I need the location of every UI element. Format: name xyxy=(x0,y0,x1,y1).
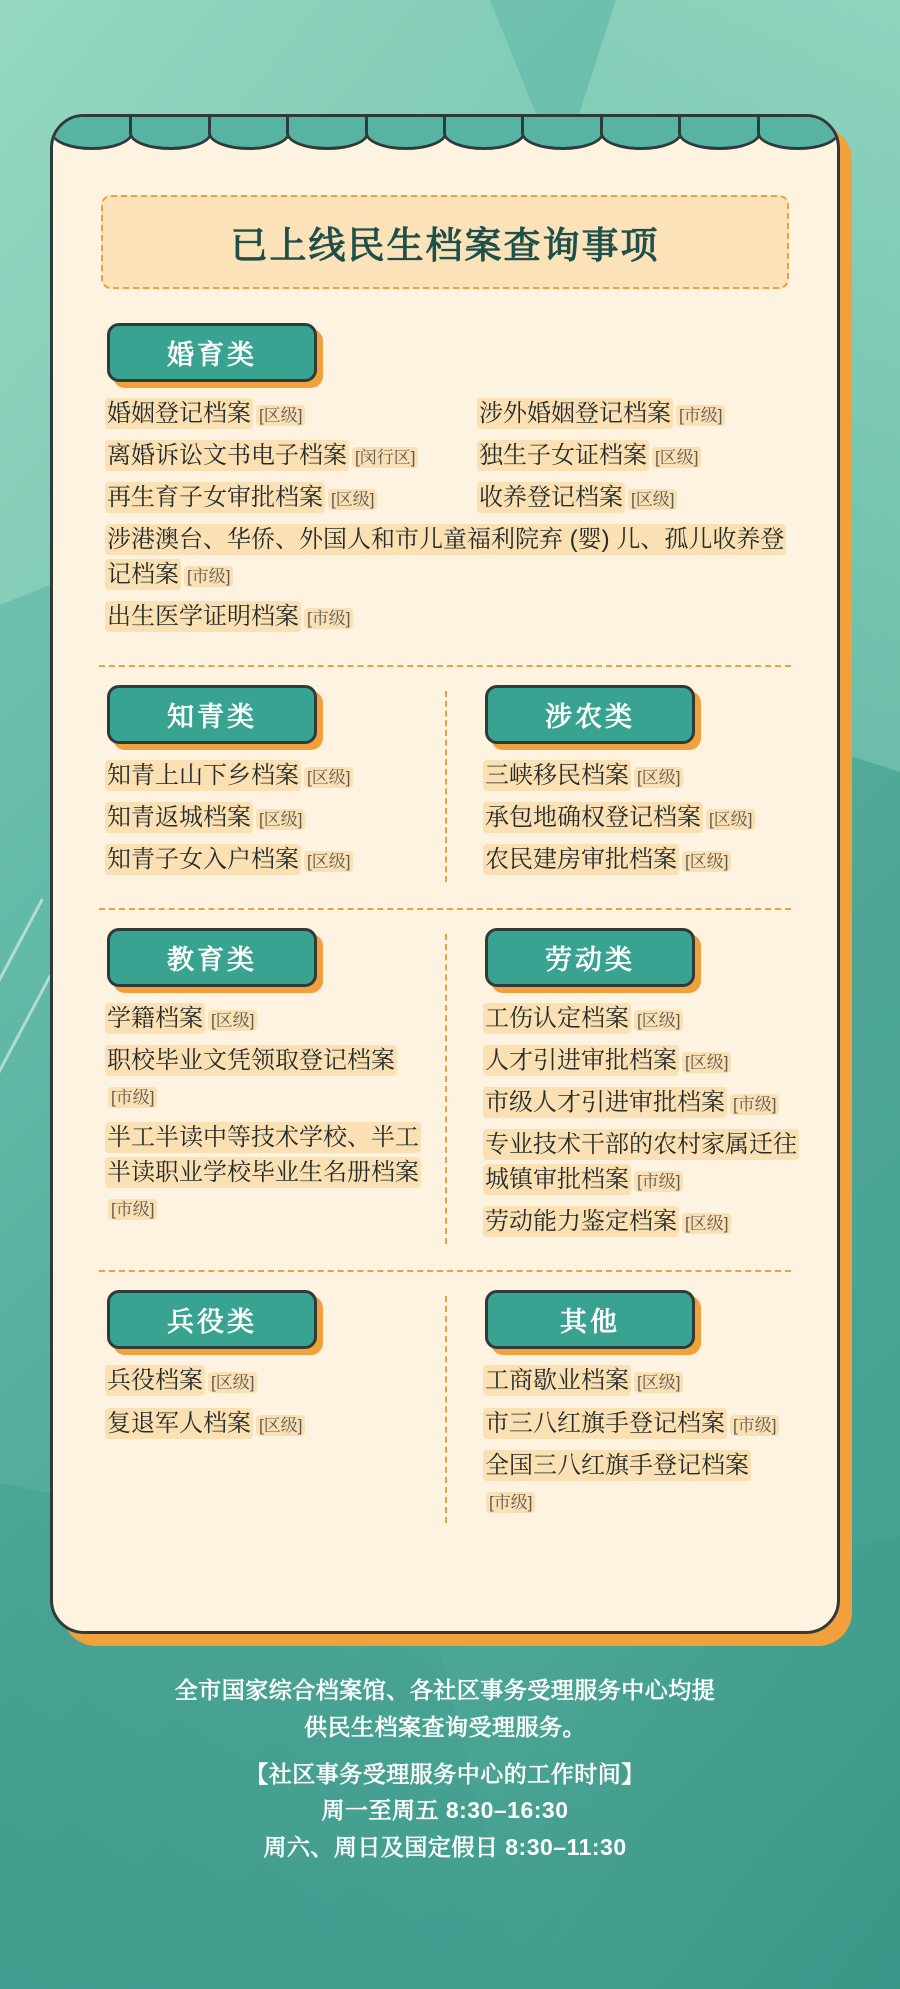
list-item[interactable]: 学籍档案 [区级] xyxy=(105,1001,431,1036)
level-tag: [市级] xyxy=(486,1492,535,1513)
list-item[interactable]: 收养登记档案 [区级] xyxy=(477,480,797,515)
page-title xyxy=(101,195,789,289)
section-education-labor xyxy=(93,928,797,1254)
list-item[interactable]: 再生育子女审批档案 [区级] xyxy=(105,480,437,515)
decorative-line xyxy=(0,975,52,1082)
list-item[interactable]: 职校毕业文凭领取登记档案[市级] xyxy=(107,1047,395,1108)
list-item[interactable]: 离婚诉讼文书电子档案 [闵行区] xyxy=(105,438,437,473)
list-item[interactable]: 复退军人档案 [区级] xyxy=(105,1406,431,1441)
list-item[interactable]: 兵役档案 [区级] xyxy=(105,1363,431,1398)
list-item[interactable]: 婚姻登记档案 [区级] xyxy=(105,396,437,431)
section-header-agriculture xyxy=(485,685,695,744)
level-tag: [市级] xyxy=(634,1171,683,1192)
item-list-other xyxy=(471,1363,797,1517)
level-tag: [市级] xyxy=(304,608,353,629)
list-item[interactable]: 工伤认定档案 [区级] xyxy=(483,1001,797,1036)
level-tag: [市级] xyxy=(108,1199,157,1220)
level-tag: [区级] xyxy=(304,767,353,788)
section-header-label: 婚育类 xyxy=(107,323,317,382)
poster-card xyxy=(50,114,840,1634)
section-marriage xyxy=(93,323,797,649)
section-divider xyxy=(99,908,791,910)
section-header-military xyxy=(107,1290,317,1349)
section-divider xyxy=(99,1270,791,1272)
level-tag: [区级] xyxy=(706,809,755,830)
level-tag: [区级] xyxy=(328,489,377,510)
level-tag: [区级] xyxy=(682,1213,731,1234)
section-divider xyxy=(99,665,791,667)
footer-line-3: 【社区事务受理服务中心的工作时间】 xyxy=(245,1760,645,1787)
list-item[interactable]: 市三八红旗手登记档案 [市级] xyxy=(483,1406,797,1441)
item-list-labor xyxy=(471,1001,797,1239)
list-item[interactable]: 涉外婚姻登记档案 [市级] xyxy=(477,396,797,431)
list-item[interactable]: 工商歇业档案 [区级] xyxy=(483,1363,797,1398)
section-header-labor xyxy=(485,928,695,987)
list-item[interactable]: 独生子女证档案 [区级] xyxy=(477,438,797,473)
section-header-other xyxy=(485,1290,695,1349)
section-zhiqing-agriculture xyxy=(93,685,797,892)
level-tag: [闵行区] xyxy=(352,447,418,468)
level-tag: [区级] xyxy=(256,809,305,830)
list-item[interactable]: 劳动能力鉴定档案 [区级] xyxy=(483,1204,797,1239)
level-tag: [区级] xyxy=(652,447,701,468)
level-tag: [区级] xyxy=(256,1415,305,1436)
list-item[interactable]: 专业技术干部的农村家属迁往城镇审批档案 [市级] xyxy=(485,1131,797,1194)
column-divider xyxy=(445,934,447,1244)
item-list-military xyxy=(93,1363,431,1440)
level-tag: [市级] xyxy=(730,1415,779,1436)
list-item[interactable]: 人才引进审批档案 [区级] xyxy=(483,1043,797,1078)
list-item[interactable]: 三峡移民档案 [区级] xyxy=(483,758,797,793)
list-item[interactable]: 农民建房审批档案 [区级] xyxy=(483,842,797,877)
footer-line-2: 供民生档案查询受理服务。 xyxy=(304,1713,586,1740)
level-tag: [区级] xyxy=(256,405,305,426)
level-tag: [区级] xyxy=(682,851,731,872)
list-item[interactable]: 市级人才引进审批档案 [市级] xyxy=(483,1085,797,1120)
level-tag: [区级] xyxy=(634,767,683,788)
section-header-label: 其他 xyxy=(485,1290,695,1349)
item-list-zhiqing xyxy=(93,758,431,877)
level-tag: [区级] xyxy=(208,1010,257,1031)
level-tag: [区级] xyxy=(682,1052,731,1073)
level-tag: [区级] xyxy=(304,851,353,872)
list-item[interactable]: 承包地确权登记档案 [区级] xyxy=(483,800,797,835)
footer-line-5: 周六、周日及国定假日 8:30–11:30 xyxy=(263,1834,627,1861)
page-title-text: 已上线民生档案查询事项 xyxy=(230,225,660,266)
item-list-education xyxy=(93,1001,431,1225)
level-tag: [市级] xyxy=(184,566,233,587)
footer-line-4: 周一至周五 8:30–16:30 xyxy=(321,1797,569,1824)
item-list-agriculture xyxy=(471,758,797,877)
level-tag: [市级] xyxy=(108,1087,157,1108)
section-header-zhiqing xyxy=(107,685,317,744)
footer-line-1: 全市国家综合档案馆、各社区事务受理服务中心均提 xyxy=(174,1677,716,1703)
section-military-other xyxy=(93,1290,797,1532)
section-header-label: 涉农类 xyxy=(485,685,695,744)
footer-notice xyxy=(50,1672,840,1866)
list-item[interactable]: 全国三八红旗手登记档案[市级] xyxy=(485,1451,749,1512)
section-header-education xyxy=(107,928,317,987)
list-item[interactable]: 涉港澳台、华侨、外国人和市儿童福利院弃 (婴) 儿、孤儿收养登记档案 [市级] xyxy=(107,526,785,589)
level-tag: [区级] xyxy=(634,1010,683,1031)
list-item[interactable]: 知青子女入户档案 [区级] xyxy=(105,842,431,877)
level-tag: [市级] xyxy=(676,405,725,426)
list-item[interactable]: 知青返城档案 [区级] xyxy=(105,800,431,835)
column-divider xyxy=(445,1296,447,1522)
item-list-marriage xyxy=(93,396,797,634)
level-tag: [区级] xyxy=(628,489,677,510)
section-header-marriage xyxy=(107,323,317,382)
level-tag: [区级] xyxy=(634,1372,683,1393)
column-divider xyxy=(445,691,447,882)
section-header-label: 劳动类 xyxy=(485,928,695,987)
section-header-label: 教育类 xyxy=(107,928,317,987)
level-tag: [区级] xyxy=(208,1372,257,1393)
list-item[interactable]: 半工半读中等技术学校、半工半读职业学校毕业生名册档案[市级] xyxy=(107,1124,419,1220)
decorative-line xyxy=(0,898,44,1032)
level-tag: [市级] xyxy=(730,1094,779,1115)
list-item[interactable]: 知青上山下乡档案 [区级] xyxy=(105,758,431,793)
section-header-label: 兵役类 xyxy=(107,1290,317,1349)
section-header-label: 知青类 xyxy=(107,685,317,744)
list-item[interactable]: 出生医学证明档案 [市级] xyxy=(105,599,797,634)
